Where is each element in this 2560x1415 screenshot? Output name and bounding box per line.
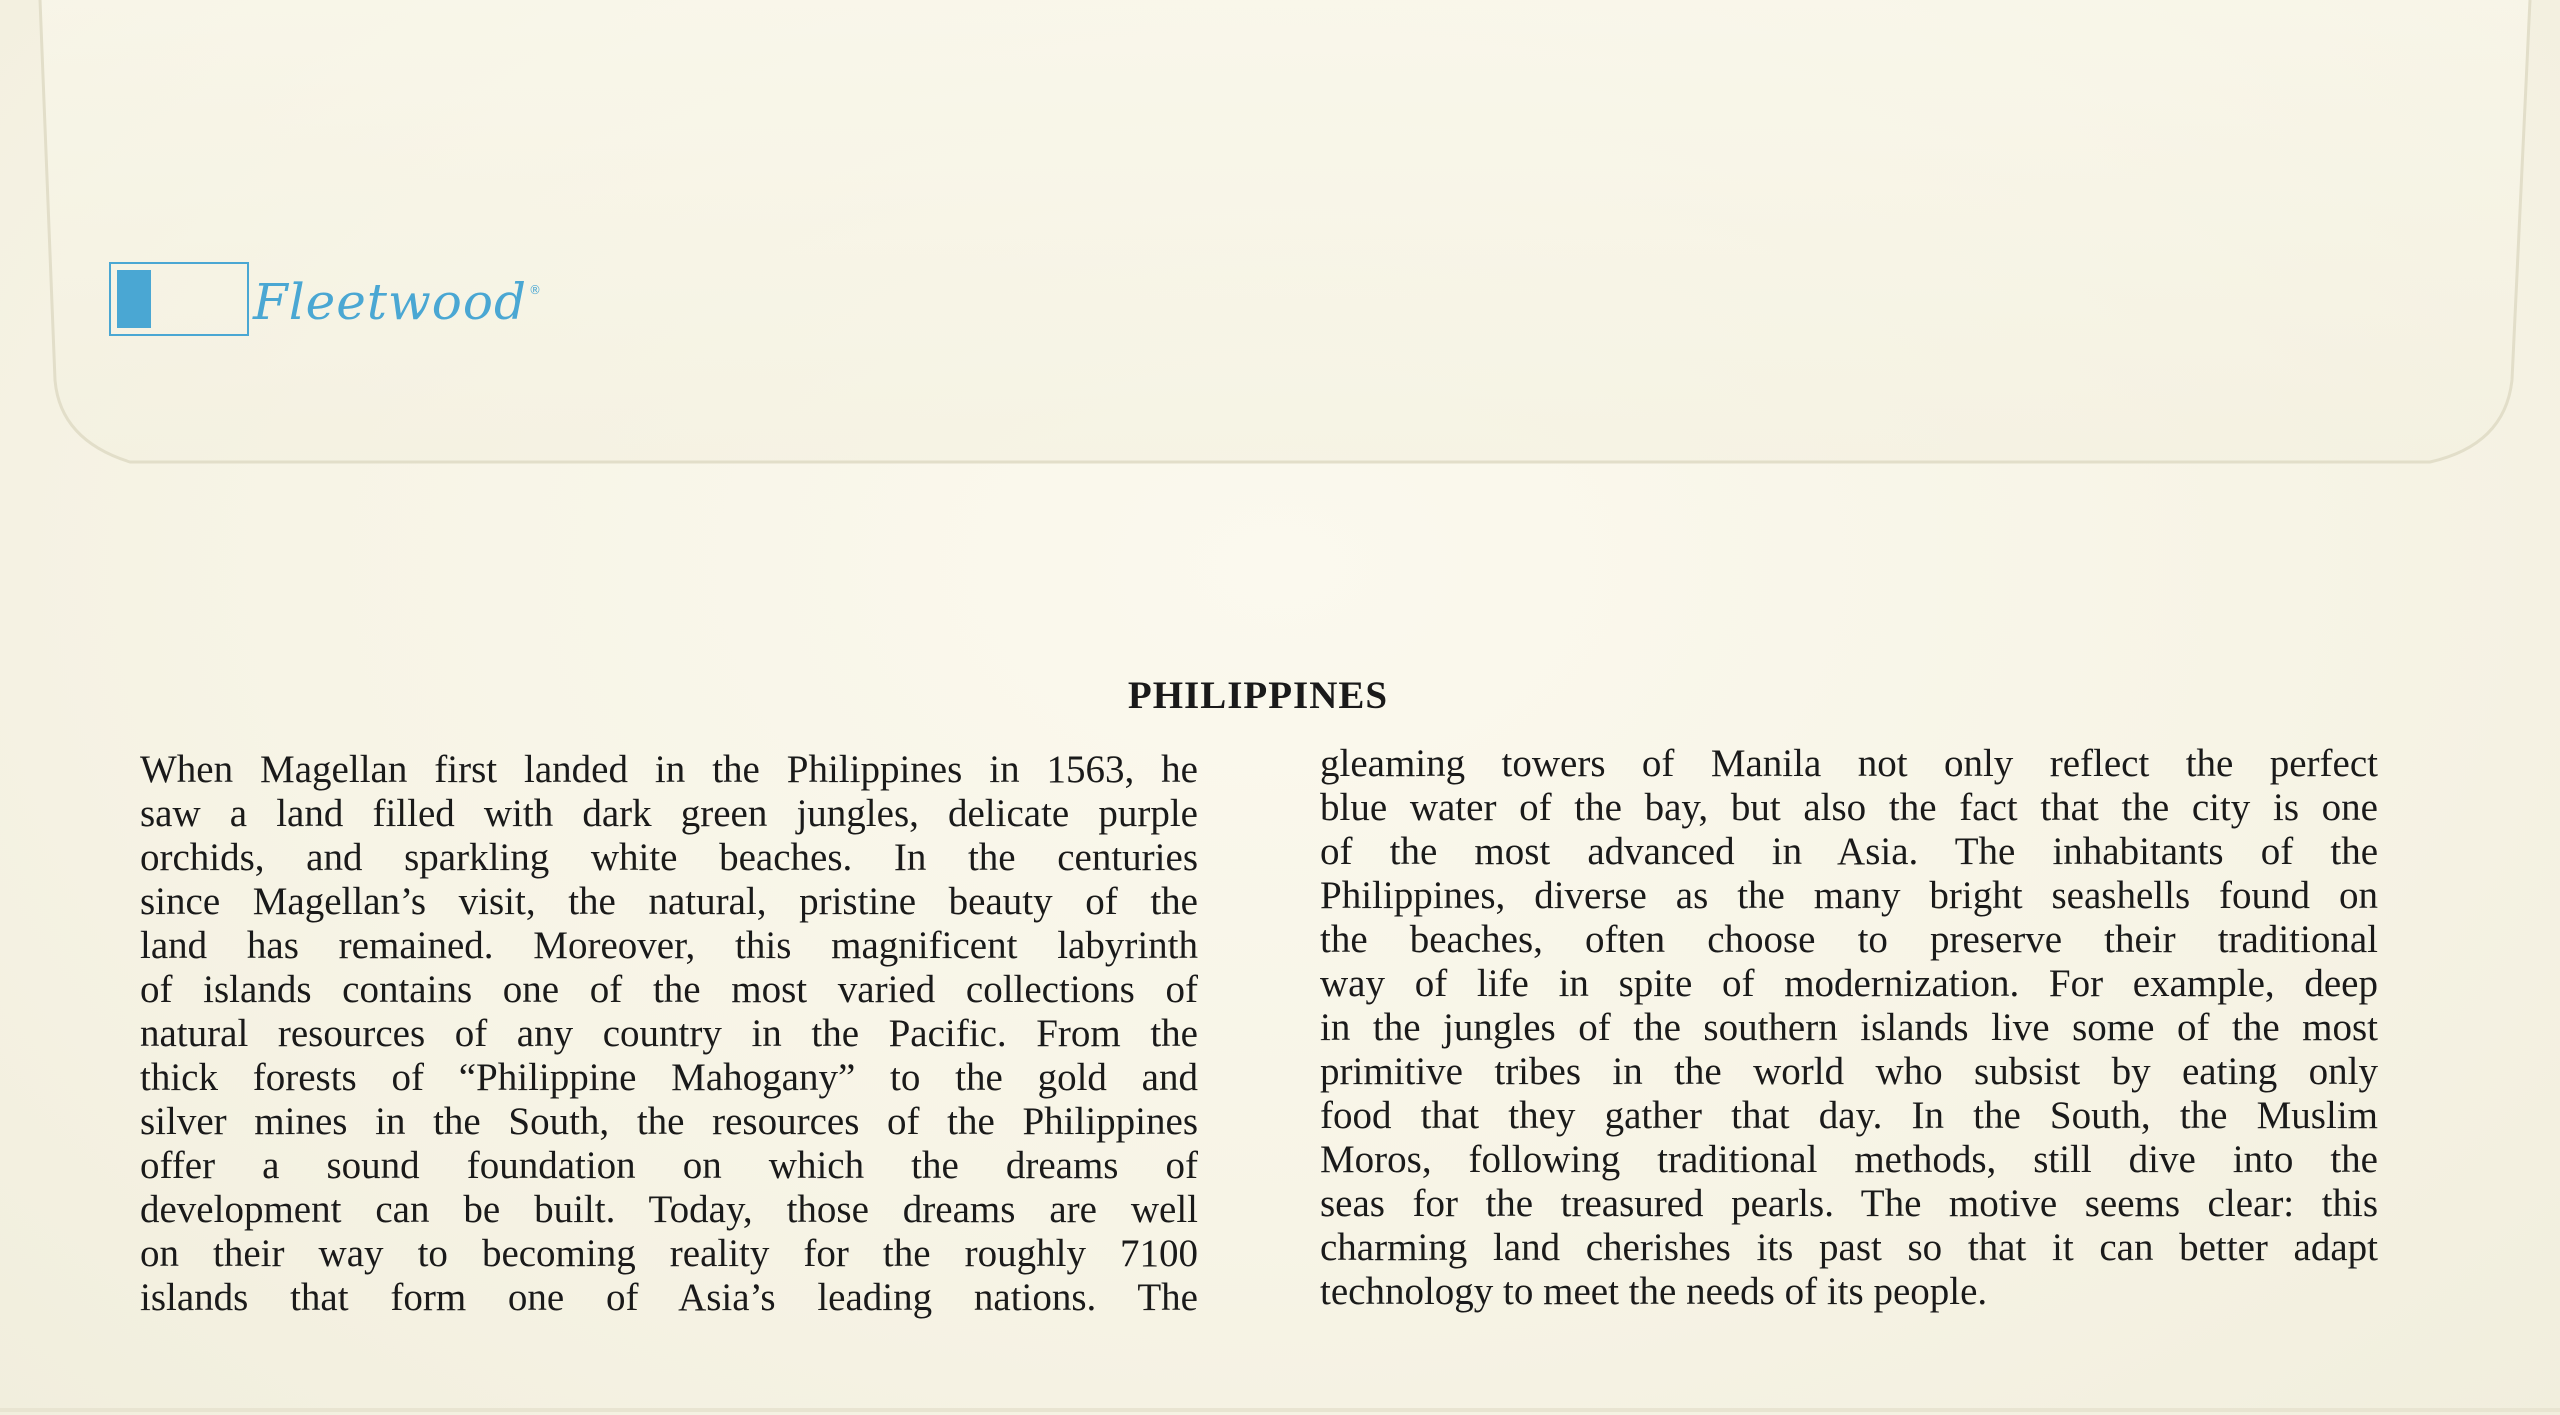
registered-mark: ® (528, 283, 541, 297)
text-line: development can be built. Today, those dreams are well (140, 1188, 1198, 1231)
fleetwood-logo (109, 260, 541, 338)
text-line: land has remained. Moreover, this magnificent labyrinth (140, 924, 1198, 967)
text-line: saw a land filled with dark green jungles, delicate purple (140, 792, 1198, 835)
text-line: on their way to becoming reality for the roughly 7100 (140, 1232, 1198, 1275)
logo-box-fill (117, 270, 151, 328)
text-line: since Magellan’s visit, the natural, pristine beauty of the (140, 880, 1198, 923)
text-line: Philippines, diverse as the many bright seashells found on (1320, 874, 2378, 917)
text-line: silver mines in the South, the resources of the Philippines (140, 1100, 1198, 1143)
text-line: islands that form one of Asia’s leading nations. The (140, 1276, 1198, 1319)
text-line: the beaches, often choose to preserve their traditional (1320, 918, 2378, 961)
logo-wordmark: Fleetwood (253, 273, 527, 331)
article-title: PHILIPPINES (1127, 674, 1389, 717)
text-line: gleaming towers of Manila not only reflect the perfect (1320, 742, 2378, 785)
text-line: seas for the treasured pearls. The motive seems clear: this (1320, 1182, 2378, 1225)
text-line: orchids, and sparkling white beaches. In the centuries (140, 836, 1198, 879)
text-line: technology to meet the needs of its people. (1320, 1270, 1988, 1313)
text-line: Moros, following traditional methods, still dive into the (1320, 1138, 2378, 1181)
article-left-column (140, 748, 1198, 1320)
text-line: of islands contains one of the most varied collections of (140, 968, 1198, 1011)
text-line: food that they gather that day. In the South, the Muslim (1320, 1094, 2378, 1137)
logo-box-icon (109, 262, 249, 336)
article-right-column (1320, 742, 2378, 1314)
text-line: natural resources of any country in the Pacific. From the (140, 1012, 1198, 1055)
text-line: charming land cherishes its past so that it can better adapt (1320, 1226, 2378, 1269)
text-line: thick forests of “Philippine Mahogany” to the gold and (140, 1056, 1198, 1099)
text-line: in the jungles of the southern islands live some of the most (1320, 1006, 2378, 1049)
text-line: of the most advanced in Asia. The inhabitants of the (1320, 830, 2378, 873)
text-line: way of life in spite of modernization. For example, deep (1320, 962, 2378, 1005)
text-line: offer a sound foundation on which the dreams of (140, 1144, 1198, 1187)
text-line: When Magellan first landed in the Philippines in 1563, he (140, 748, 1198, 791)
text-line: blue water of the bay, but also the fact that the city is one (1320, 786, 2378, 829)
text-line: primitive tribes in the world who subsist by eating only (1320, 1050, 2378, 1093)
